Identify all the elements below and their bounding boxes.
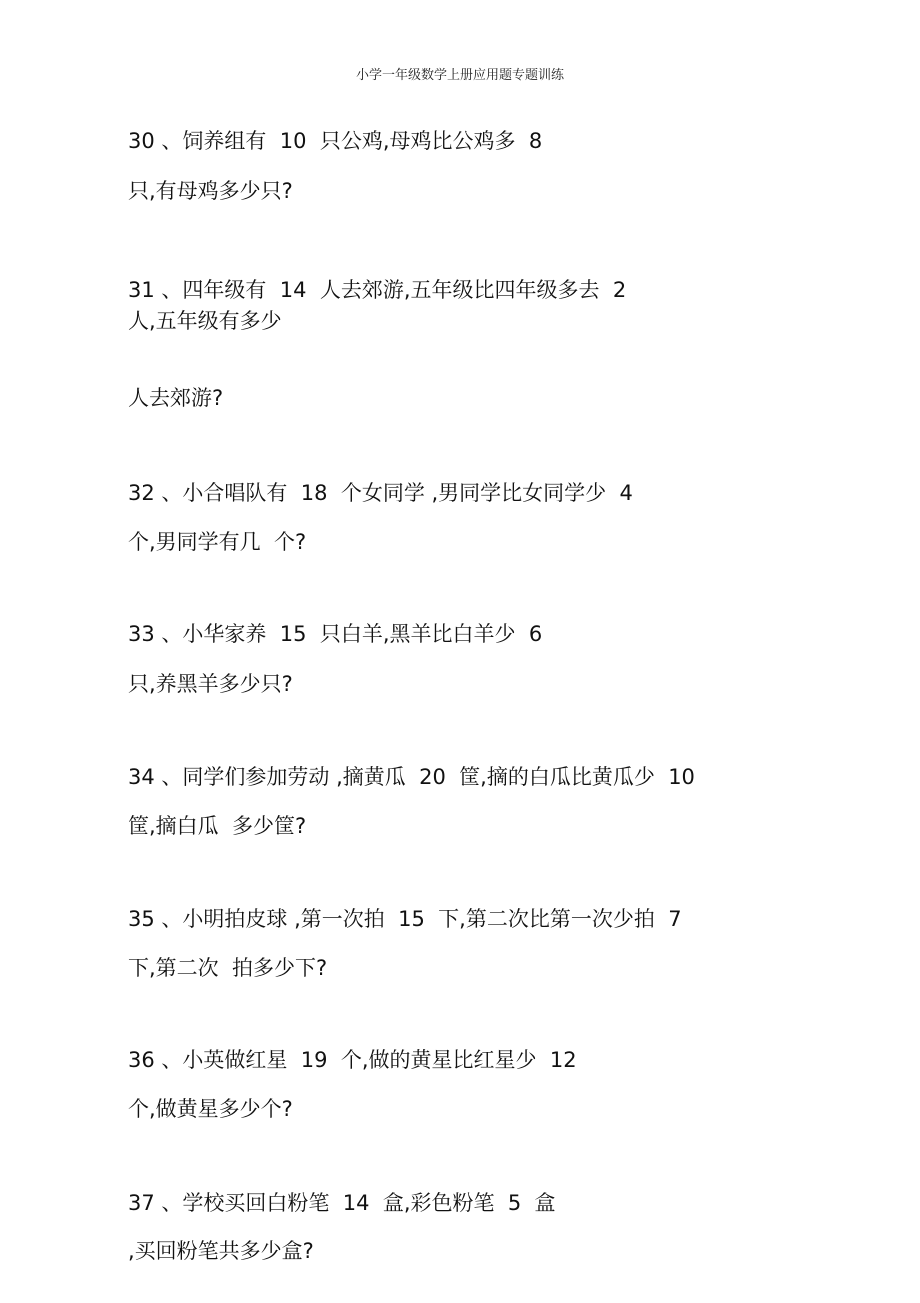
problem-37-line-2: ,买回粉笔共多少盒? bbox=[128, 1239, 314, 1263]
problem-33-line-1: 33 、小华家养 15 只白羊,黑羊比白羊少 6 bbox=[128, 622, 543, 646]
problem-33-line-2: 只,养黑羊多少只? bbox=[128, 672, 293, 696]
problem-37-line-1: 37 、学校买回白粉笔 14 盒,彩色粉笔 5 盒 bbox=[128, 1191, 556, 1215]
problem-35-line-1: 35 、小明拍皮球 ,第一次拍 15 下,第二次比第一次少拍 7 bbox=[128, 907, 682, 931]
problem-30-line-2: 只,有母鸡多少只? bbox=[128, 179, 293, 203]
problem-32-line-2: 个,男同学有几 个? bbox=[128, 530, 307, 554]
problem-31-line-1: 31 、四年级有 14 人去郊游,五年级比四年级多去 2 bbox=[128, 278, 627, 302]
problem-35-line-2: 下,第二次 拍多少下? bbox=[128, 956, 328, 980]
problem-34-line-1: 34 、同学们参加劳动 ,摘黄瓜 20 筐,摘的白瓜比黄瓜少 10 bbox=[128, 765, 695, 789]
problem-34-line-2: 筐,摘白瓜 多少筐? bbox=[128, 814, 307, 838]
problem-32-line-1: 32 、小合唱队有 18 个女同学 ,男同学比女同学少 4 bbox=[128, 481, 633, 505]
problem-36-line-2: 个,做黄星多少个? bbox=[128, 1097, 293, 1121]
problem-31-line-3: 人去郊游? bbox=[128, 386, 224, 410]
problem-30-line-1: 30 、饲养组有 10 只公鸡,母鸡比公鸡多 8 bbox=[128, 129, 543, 153]
problem-36-line-1: 36 、小英做红星 19 个,做的黄星比红星少 12 bbox=[128, 1048, 577, 1072]
page-header: 小学一年级数学上册应用题专题训练 bbox=[355, 68, 564, 83]
problem-31-line-2: 人,五年级有多少 bbox=[128, 309, 282, 333]
